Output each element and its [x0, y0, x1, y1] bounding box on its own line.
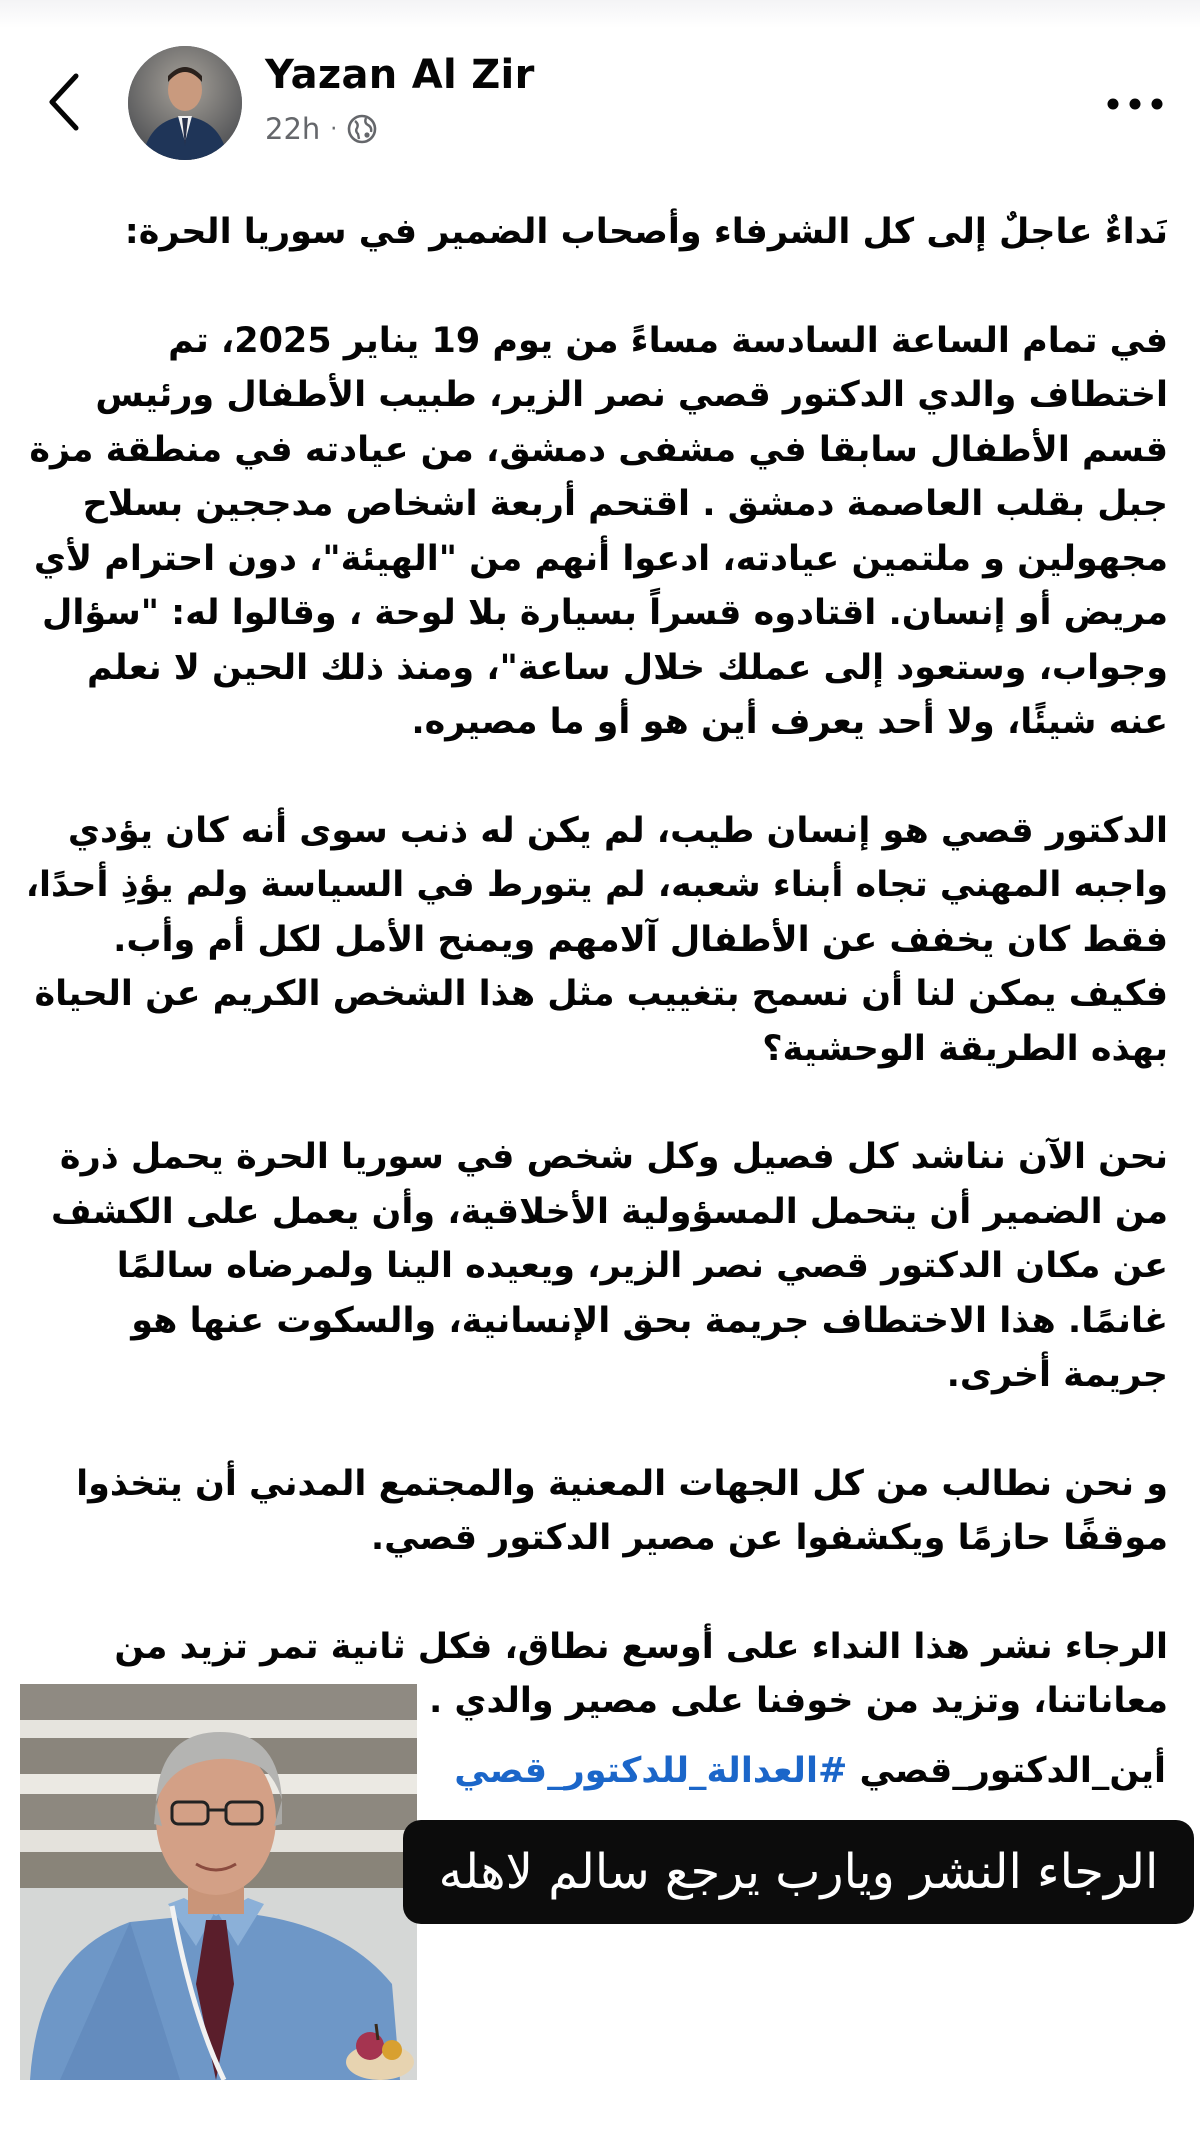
post-text — [20, 205, 1168, 1783]
hashtags — [420, 1745, 1166, 1797]
post-paragraph: الرجاء نشر هذا النداء على أوسع نطاق، فكل ثانية تمر تزيد من معاناتنا، وتزيد من خوفنا على مصير والدي . — [114, 1626, 1168, 1721]
avatar-image — [128, 46, 242, 160]
post-timestamp[interactable]: 22h — [265, 112, 321, 146]
globe-icon[interactable] — [347, 114, 377, 144]
meta-separator: · — [330, 116, 338, 142]
hashtag-plain[interactable]: أين_الدكتور_قصي — [859, 1751, 1166, 1791]
doctor-photo-image — [20, 1684, 417, 2080]
post-meta — [265, 112, 377, 146]
post-paragraph: الدكتور قصي هو إنسان طيب، لم يكن له ذنب سوى أنه كان يؤدي واجبه المهني تجاه أبناء شعبه، لم يتورط في السياسة ولم يؤذِ أحدًا، فقط كان يخفف عن الأطفال آلامهم ويمنح الأمل لكل أم وأب. فكيف يمكن لنا أن نسمح بتغييب مثل هذا الشخص الكريم عن الحياة بهذه الطريقة الوحشية؟ — [25, 810, 1168, 1069]
post-paragraph-heading: نَداءٌ عاجلٌ إلى كل الشرفاء وأصحاب الضمير في سوريا الحرة: — [124, 212, 1168, 252]
author-name[interactable]: Yazan Al Zir — [265, 52, 535, 98]
post-paragraph: و نحن نطالب من كل الجهات المعنية والمجتمع المدني أن يتخذوا موقفًا حازمًا ويكشفوا عن مصير الدكتور قصي. — [76, 1463, 1168, 1558]
back-button[interactable] — [36, 62, 92, 142]
post-paragraph: في تمام الساعة السادسة مساءً من يوم 19 يناير 2025، تم اختطاف والدي الدكتور قصي نصر الزير، طبيب الأطفال ورئيس قسم الأطفال سابقا في مشفى دمشق، من عيادته في منطقة مزة جبل بقلب العاصمة دمشق . اقتحم أربعة اشخاص مدججين بسلاح مجهولين و ملتمين عيادته، ادعوا أنهم من "الهيئة"، دون احترام لأي مريض أو إنسان. اقتادوه قسراً بسيارة بلا لوحة ، وقالوا له: "سؤال وجواب، وستعود إلى عملك خلال ساعة"، ومنذ ذلك الحين لا نعلم عنه شيئًا، ولا أحد يعرف أين هو أو ما مصيره. — [29, 320, 1168, 742]
chevron-left-icon — [44, 70, 84, 134]
more-options-button[interactable] — [1100, 84, 1170, 124]
bottom-strip — [0, 2080, 1200, 2133]
post-paragraph: نحن الآن نناشد كل فصيل وكل شخص في سوريا الحرة يحمل ذرة من الضمير أن يتحمل المسؤولية الأخلاقية، وأن يعمل على الكشف عن مكان الدكتور قصي نصر الزير، ويعيده الينا ولمرضاه سالمًا غانمًا. هذا الاختطاف جريمة بحق الإنسانية، والسكوت عنها هو جريمة أخرى. — [51, 1137, 1168, 1395]
overlay-caption: الرجاء النشر ويارب يرجع سالم لاهله — [403, 1820, 1194, 1924]
more-horizontal-icon — [1105, 97, 1165, 111]
avatar[interactable] — [128, 46, 242, 160]
hashtag-link[interactable]: #العدالة_للدكتور_قصي — [454, 1751, 848, 1791]
doctor-photo[interactable] — [20, 1684, 417, 2080]
status-strip — [0, 0, 1200, 28]
